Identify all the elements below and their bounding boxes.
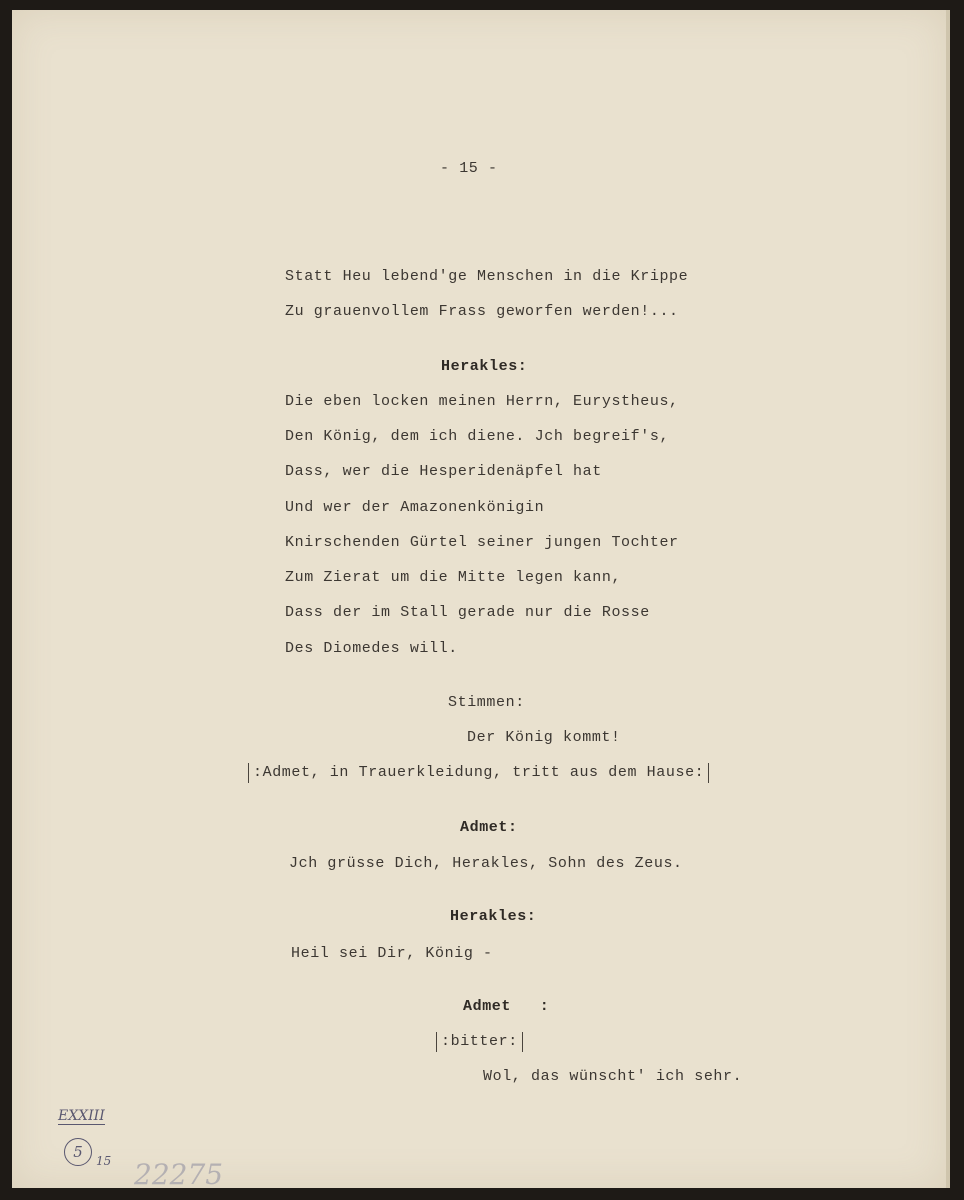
archive-shelf-mark: EXXIII bbox=[58, 1108, 105, 1124]
speaker-stimmen: Stimmen: bbox=[448, 694, 525, 711]
archive-sub-number: 15 bbox=[96, 1154, 112, 1168]
speaker-admet: Admet: bbox=[460, 819, 518, 836]
verse-line: Zu grauenvollem Frass geworfen werden!... bbox=[285, 303, 679, 320]
verse-line: Jch grüsse Dich, Herakles, Sohn des Zeus. bbox=[289, 855, 683, 872]
verse-line: Heil sei Dir, König - bbox=[291, 945, 493, 962]
verse-line: Und wer der Amazonenkönigin bbox=[285, 499, 545, 516]
verse-line: Dass, wer die Hesperidenäpfel hat bbox=[285, 463, 602, 480]
verse-line: Die eben locken meinen Herrn, Eurystheus, bbox=[285, 393, 679, 410]
document-page bbox=[12, 10, 950, 1191]
archive-circled-number: 5 bbox=[64, 1138, 92, 1166]
verse-line: Zum Zierat um die Mitte legen kann, bbox=[285, 569, 622, 586]
page-number: - 15 - bbox=[440, 160, 498, 177]
speaker-herakles: Herakles: bbox=[441, 358, 528, 375]
verse-line: Den König, dem ich diene. Jch begreif's, bbox=[285, 428, 670, 445]
verse-line: Dass der im Stall gerade nur die Rosse bbox=[285, 604, 650, 621]
archive-inventory-number: 22275 bbox=[134, 1158, 224, 1191]
speaker-herakles: Herakles: bbox=[450, 908, 537, 925]
verse-line: Der König kommt! bbox=[467, 729, 621, 746]
verse-line: Des Diomedes will. bbox=[285, 640, 458, 657]
verse-line: Knirschenden Gürtel seiner jungen Tochter bbox=[285, 534, 679, 551]
verse-line: Statt Heu lebend'ge Menschen in die Krippe bbox=[285, 268, 689, 285]
stage-direction: :Admet, in Trauerkleidung, tritt aus dem Hause: bbox=[248, 763, 709, 783]
stage-direction: :bitter: bbox=[436, 1032, 523, 1052]
verse-line: Wol, das wünscht' ich sehr. bbox=[483, 1068, 743, 1085]
speaker-admet: Admet : bbox=[463, 998, 550, 1015]
